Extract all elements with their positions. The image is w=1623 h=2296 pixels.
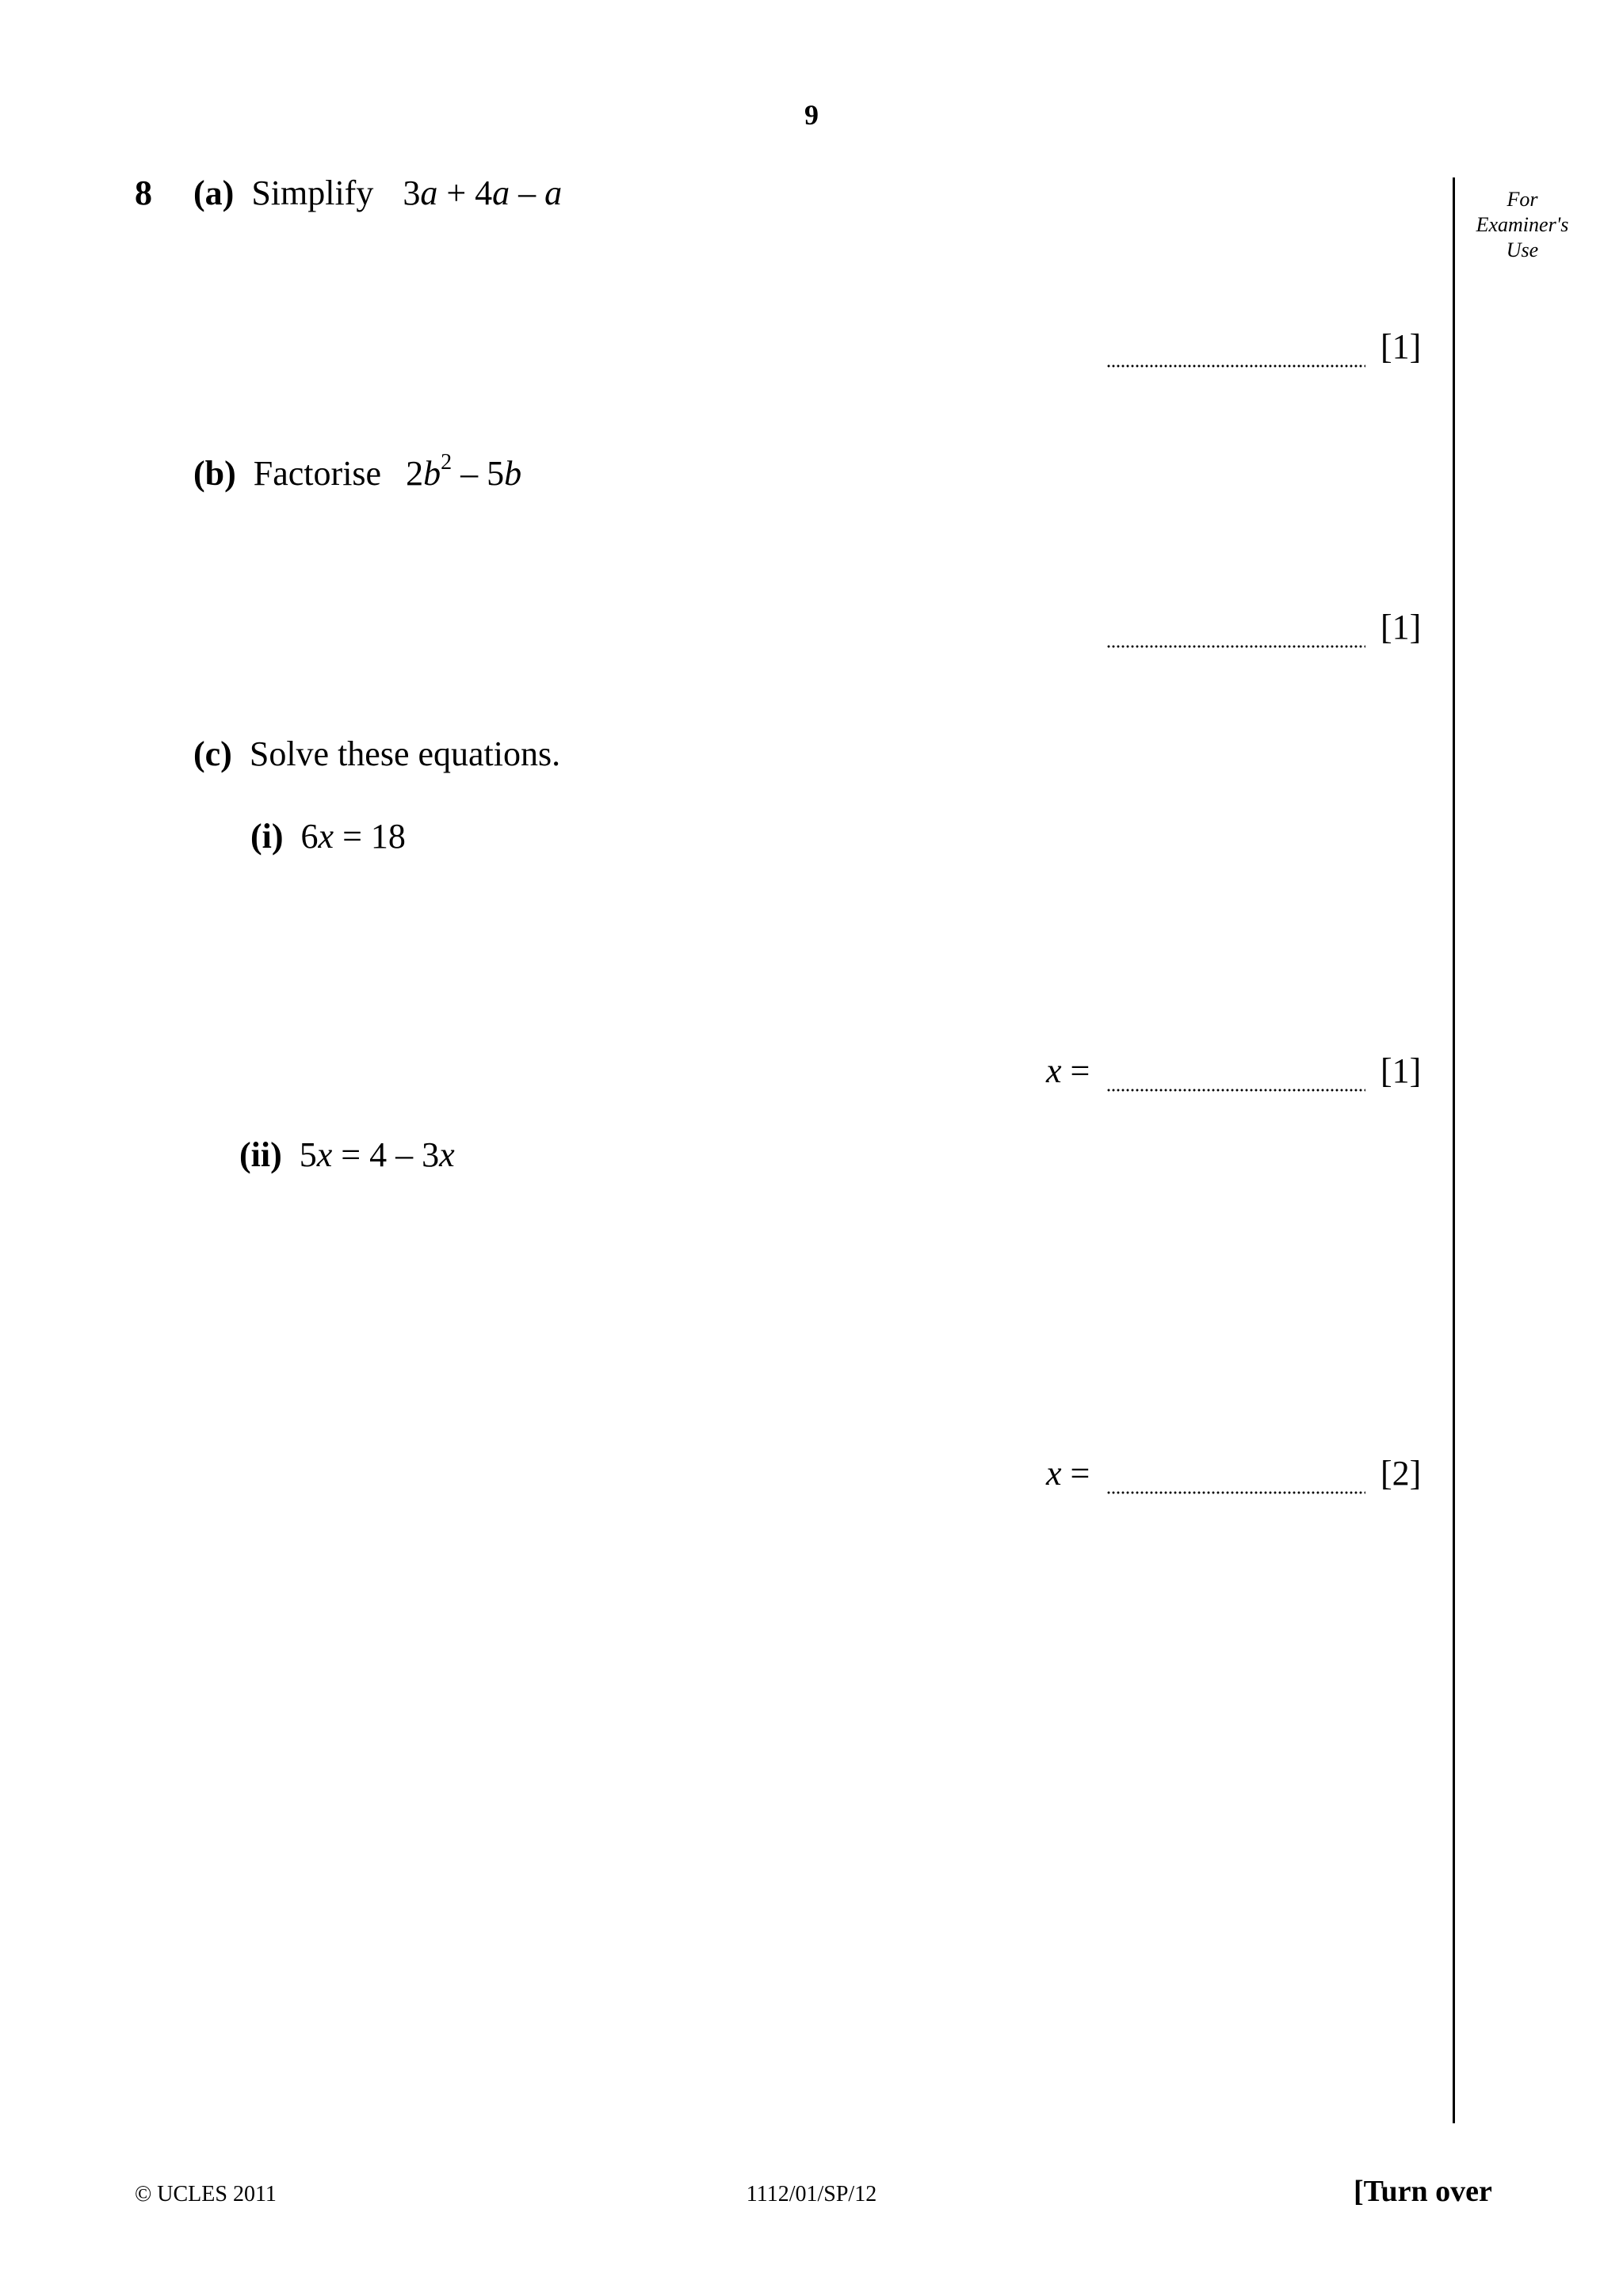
part-c-ii-answer-prefix: x =	[1046, 1454, 1090, 1493]
part-c-label: (c)	[193, 734, 232, 773]
footer-copyright: © UCLES 2011	[135, 2182, 277, 2206]
part-b-prompt	[193, 450, 522, 494]
part-c-ii-label: (ii)	[239, 1135, 282, 1174]
footer-turn-over: [Turn over	[1354, 2175, 1492, 2208]
part-a-answer-line[interactable]	[1106, 364, 1365, 368]
part-a-marks: [1]	[1381, 327, 1422, 366]
part-a-prompt	[193, 173, 562, 213]
part-b-marks: [1]	[1381, 608, 1422, 646]
part-c-i-marks: [1]	[1381, 1051, 1422, 1090]
part-c-prompt	[193, 734, 560, 774]
question-number: 8	[135, 174, 152, 212]
part-c-i-answer-line[interactable]	[1106, 1089, 1365, 1092]
part-a-label: (a)	[193, 174, 235, 212]
part-b-expression: $2b^2 - 5b$	[406, 450, 522, 493]
part-c-i-prompt	[250, 816, 406, 856]
footer-paper-code: 1112/01/SP/12	[746, 2182, 877, 2206]
part-c-ii-answer-line[interactable]	[1106, 1491, 1365, 1494]
part-c-i-expression: 6x = 18	[300, 817, 406, 856]
part-a-instruction: Simplify	[251, 174, 374, 212]
part-b-instruction: Factorise	[253, 454, 382, 493]
examiner-margin-line	[1453, 177, 1455, 2123]
examiner-label-line1: For	[1507, 188, 1538, 211]
page-number: 9	[804, 99, 819, 131]
part-c-ii-marks: [2]	[1381, 1454, 1422, 1493]
examiner-use-label	[1455, 187, 1590, 263]
part-c-instruction: Solve these equations.	[249, 734, 561, 773]
examiner-label-line2: Examiner's	[1476, 213, 1569, 236]
part-c-ii-prompt	[239, 1135, 455, 1175]
part-b-label: (b)	[193, 454, 236, 493]
part-c-ii-expression: 5x = 4 – 3x	[299, 1135, 455, 1174]
part-c-i-label: (i)	[250, 817, 284, 856]
part-b-answer-line[interactable]	[1106, 645, 1365, 648]
part-a-expression: 3a + 4a – a	[403, 174, 563, 212]
part-c-i-answer-prefix: x =	[1046, 1051, 1090, 1090]
examiner-label-line3: Use	[1506, 238, 1539, 261]
